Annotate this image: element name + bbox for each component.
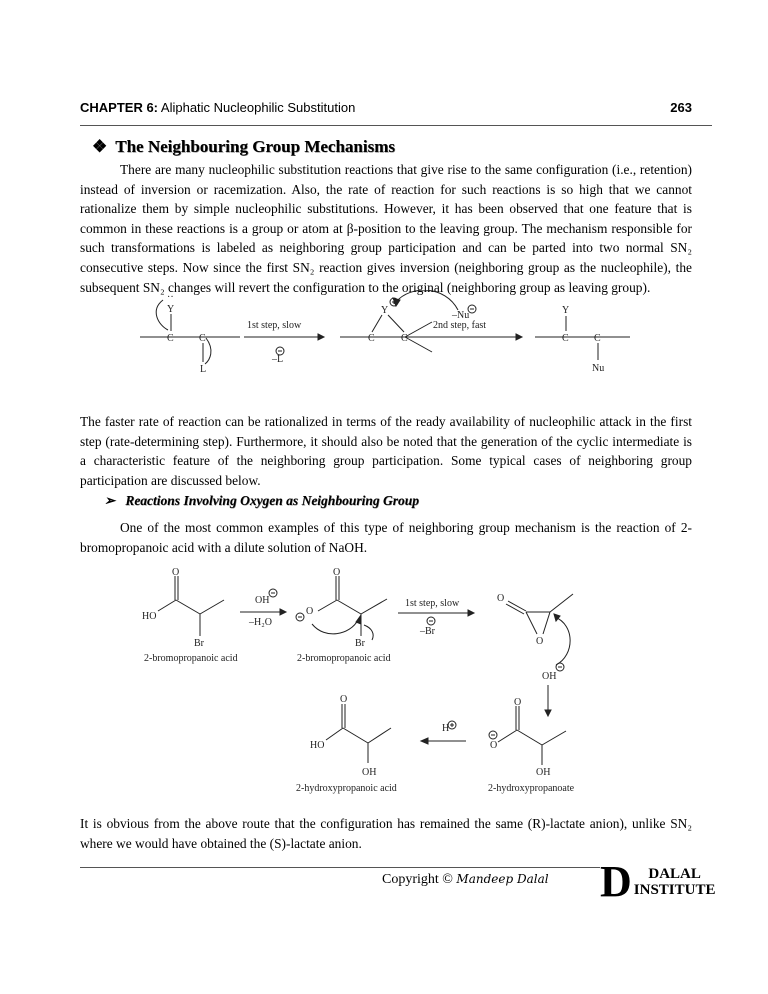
logo-line1: DALAL (648, 866, 701, 882)
dalal-institute-logo (600, 857, 716, 906)
subsection-title (104, 493, 419, 509)
label-2-bromopropanoic-acid: 2-bromopropanoic acid (297, 653, 391, 664)
group-HO: HO (310, 740, 325, 751)
step2-label: 2nd step, fast (433, 320, 487, 331)
atom-O: O (514, 697, 522, 708)
atom-O-ring: O (536, 636, 544, 647)
label-2-hydroxypropanoic-acid: 2-hydroxypropanoic acid (296, 783, 397, 794)
minus-Br-label: –Br (420, 626, 435, 637)
atom-C: C (594, 333, 601, 344)
atom-O-anion: O (490, 740, 498, 751)
step1-label: 1st step, slow (247, 320, 302, 331)
paragraph-rate: The faster rate of reaction can be rationalized in terms of the ready availability of nucleophilic attack in the first step (rate-determining step). Furthermore, it should also be noted that the generation of the cyclic intermediate is a characteristic feature of the neighboring group participation. Some typical cases of neighboring group participation are discussed below. (80, 414, 692, 488)
paragraph-oxygen: One of the most common examples of this type of neighboring group mechanism is the reaction of 2-bromopropanoic acid with a dilute solution of NaOH. (80, 520, 692, 555)
atom-Br: Br (194, 638, 204, 649)
paragraph-conclusion: It is obvious from the above route that the configuration has remained the same (R)-lactate anion), unlike SN₂ where we would have obtained the (S)-lactate anion. (80, 816, 692, 851)
atom-C: C (368, 333, 375, 344)
page-header (80, 100, 692, 115)
lone-pair-dots: ·· (167, 292, 174, 303)
author-name: Mandeep Dalal (456, 872, 549, 886)
atom-C: C (401, 333, 408, 344)
atom-Y: Y (381, 305, 389, 316)
arrow-bullet-icon: ➢ (104, 493, 116, 508)
step1-label: 1st step, slow (405, 598, 460, 609)
footer-copyright (382, 872, 549, 888)
nucleophile-OH: OH (542, 671, 557, 682)
header-rule (80, 125, 712, 126)
chapter-label: CHAPTER 6: (80, 100, 159, 115)
logo-line2: INSTITUTE (633, 882, 716, 898)
page-number: 263 (670, 100, 692, 115)
subsection-title-text: Reactions Involving Oxygen as Neighbouring Group (125, 493, 419, 508)
group-OH: OH (536, 767, 551, 778)
atom-O: O (333, 567, 341, 578)
logo-letter: D (600, 857, 632, 906)
footer-rule (80, 867, 600, 868)
label-2-hydroxypropanoate: 2-hydroxypropanoate (488, 783, 575, 794)
label-2-bromopropanoic-acid: 2-bromopropanoic acid (144, 653, 238, 664)
atom-O: O (497, 593, 505, 604)
reagent-OH: OH (255, 595, 270, 606)
atom-Y: Y (562, 305, 570, 316)
atom-O: O (340, 694, 348, 705)
atom-C: C (562, 333, 569, 344)
atom-C: C (199, 333, 206, 344)
atom-O-anion: O (306, 606, 314, 617)
section-title-text: The Neighbouring Group Mechanisms (115, 137, 396, 156)
atom-L: L (200, 364, 207, 375)
scheme-lactate-formation (0, 560, 768, 810)
minus-L-label: –L (272, 354, 284, 365)
atom-Nu: Nu (592, 363, 605, 374)
section-title (92, 137, 395, 157)
group-OH: OH (362, 767, 377, 778)
atom-O: O (172, 567, 180, 578)
group-HO: HO (142, 611, 157, 622)
atom-C: C (167, 333, 174, 344)
minus-Nu-label: –Nu (452, 310, 470, 321)
paragraph-intro: There are many nucleophilic substitution reactions that give rise to the same configuration (i.e., retention) instead of inversion or racemization. Also, the rate of reaction for such reactions is so high that we cannot rationalize them by simple nucleophilic substitutions. However, it has been observed that one feature that is common in these reactions is a group or atom at β-position to the leaving group. The mechanism responsible for such transformations is labeled as neighboring group participation and can be parted into two normal SN₂ consecutive steps. Now since the first SN₂ reaction gives inversion (neighboring group as the nucleophile), the subsequent SN₂ changes will revert the configuration to the original (neighboring group as leaving group). (80, 162, 692, 295)
atom-Y: Y (167, 304, 175, 315)
diamond-bullet-icon: ❖ (92, 137, 108, 156)
minus-H2O-label: –H₂O (249, 617, 272, 628)
scheme-neighbouring-group (0, 290, 768, 410)
chapter-title: Aliphatic Nucleophilic Substitution (160, 100, 356, 115)
copyright-text: Copyright © (382, 872, 453, 887)
reagent-H: H (442, 723, 450, 734)
atom-Br: Br (355, 638, 365, 649)
